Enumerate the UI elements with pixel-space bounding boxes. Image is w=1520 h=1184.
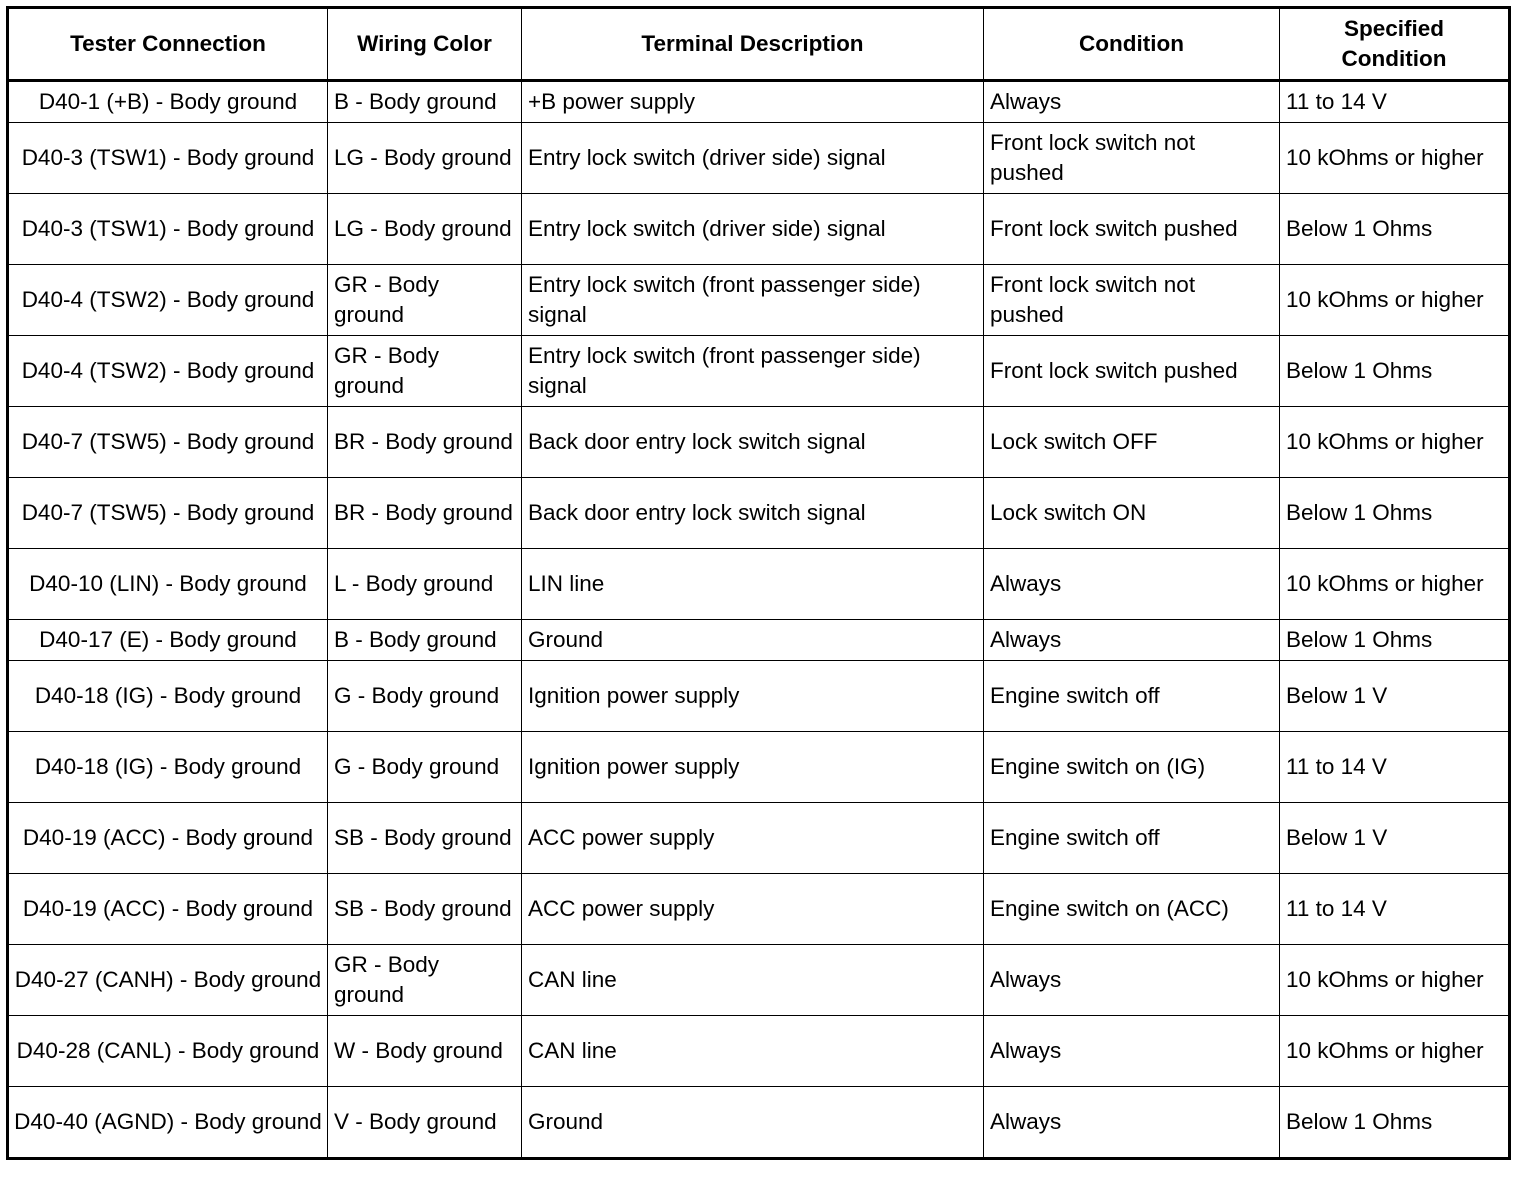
terminal-description-cell: Ground — [522, 620, 984, 661]
header-terminal-description: Terminal Description — [522, 8, 984, 81]
table-row — [8, 336, 1510, 407]
wiring-color-cell: LG - Body ground — [328, 123, 522, 194]
specified-condition-cell: Below 1 Ohms — [1280, 1087, 1510, 1159]
tester-connection-cell: D40-19 (ACC) - Body ground — [8, 803, 328, 874]
header-row — [8, 8, 1510, 81]
table-row — [8, 1016, 1510, 1087]
specified-condition-cell: 11 to 14 V — [1280, 81, 1510, 123]
tester-connection-cell: D40-3 (TSW1) - Body ground — [8, 123, 328, 194]
wiring-color-cell: GR - Body ground — [328, 945, 522, 1016]
specified-condition-cell: 11 to 14 V — [1280, 874, 1510, 945]
wiring-color-cell: G - Body ground — [328, 661, 522, 732]
table-body — [8, 81, 1510, 1159]
header-specified-condition: Specified Condition — [1280, 8, 1510, 81]
table-row — [8, 81, 1510, 123]
tester-connection-cell: D40-18 (IG) - Body ground — [8, 661, 328, 732]
condition-cell: Lock switch ON — [984, 478, 1280, 549]
specified-condition-cell: 10 kOhms or higher — [1280, 123, 1510, 194]
wiring-color-cell: SB - Body ground — [328, 874, 522, 945]
tester-connection-cell: D40-18 (IG) - Body ground — [8, 732, 328, 803]
tester-connection-cell: D40-4 (TSW2) - Body ground — [8, 265, 328, 336]
specified-condition-cell: 10 kOhms or higher — [1280, 945, 1510, 1016]
table-row — [8, 265, 1510, 336]
terminal-description-cell: CAN line — [522, 945, 984, 1016]
tester-connection-cell: D40-40 (AGND) - Body ground — [8, 1087, 328, 1159]
terminal-description-cell: ACC power supply — [522, 874, 984, 945]
specified-condition-cell: 10 kOhms or higher — [1280, 265, 1510, 336]
condition-cell: Front lock switch pushed — [984, 336, 1280, 407]
condition-cell: Front lock switch not pushed — [984, 123, 1280, 194]
table-row — [8, 123, 1510, 194]
specified-condition-cell: Below 1 Ohms — [1280, 620, 1510, 661]
header-tester-connection: Tester Connection — [8, 8, 328, 81]
condition-cell: Lock switch OFF — [984, 407, 1280, 478]
terminal-description-cell: ACC power supply — [522, 803, 984, 874]
table-row — [8, 661, 1510, 732]
table-row — [8, 1087, 1510, 1159]
wiring-color-cell: GR - Body ground — [328, 336, 522, 407]
condition-cell: Always — [984, 1016, 1280, 1087]
wiring-color-cell: B - Body ground — [328, 81, 522, 123]
condition-cell: Always — [984, 81, 1280, 123]
wiring-color-cell: SB - Body ground — [328, 803, 522, 874]
condition-cell: Always — [984, 945, 1280, 1016]
terminal-description-cell: Entry lock switch (driver side) signal — [522, 194, 984, 265]
specified-condition-cell: Below 1 Ohms — [1280, 336, 1510, 407]
wiring-color-cell: W - Body ground — [328, 1016, 522, 1087]
wiring-color-cell: BR - Body ground — [328, 478, 522, 549]
wiring-color-cell: B - Body ground — [328, 620, 522, 661]
specified-condition-cell: 11 to 14 V — [1280, 732, 1510, 803]
specified-condition-cell: 10 kOhms or higher — [1280, 549, 1510, 620]
condition-cell: Front lock switch pushed — [984, 194, 1280, 265]
tester-connection-cell: D40-19 (ACC) - Body ground — [8, 874, 328, 945]
wiring-color-cell: V - Body ground — [328, 1087, 522, 1159]
tester-connection-cell: D40-3 (TSW1) - Body ground — [8, 194, 328, 265]
terminal-description-cell: Ground — [522, 1087, 984, 1159]
terminal-description-cell: LIN line — [522, 549, 984, 620]
table-row — [8, 732, 1510, 803]
terminal-description-cell: Ignition power supply — [522, 732, 984, 803]
terminal-description-cell: Back door entry lock switch signal — [522, 407, 984, 478]
table-row — [8, 549, 1510, 620]
wiring-color-cell: G - Body ground — [328, 732, 522, 803]
condition-cell: Always — [984, 549, 1280, 620]
terminal-description-cell: Entry lock switch (front passenger side) signal — [522, 265, 984, 336]
condition-cell: Engine switch on (ACC) — [984, 874, 1280, 945]
condition-cell: Engine switch on (IG) — [984, 732, 1280, 803]
tester-connection-cell: D40-27 (CANH) - Body ground — [8, 945, 328, 1016]
tester-connection-cell: D40-10 (LIN) - Body ground — [8, 549, 328, 620]
table-row — [8, 407, 1510, 478]
specified-condition-cell: Below 1 Ohms — [1280, 194, 1510, 265]
terminal-description-cell: +B power supply — [522, 81, 984, 123]
specified-condition-cell: 10 kOhms or higher — [1280, 1016, 1510, 1087]
terminal-description-cell: Ignition power supply — [522, 661, 984, 732]
terminal-description-cell: CAN line — [522, 1016, 984, 1087]
specified-condition-cell: Below 1 Ohms — [1280, 478, 1510, 549]
terminal-inspection-table — [6, 6, 1511, 1160]
header-wiring-color: Wiring Color — [328, 8, 522, 81]
terminal-description-cell: Entry lock switch (front passenger side) signal — [522, 336, 984, 407]
table-row — [8, 478, 1510, 549]
table-row — [8, 194, 1510, 265]
wiring-color-cell: GR - Body ground — [328, 265, 522, 336]
table-row — [8, 945, 1510, 1016]
tester-connection-cell: D40-7 (TSW5) - Body ground — [8, 407, 328, 478]
tester-connection-cell: D40-28 (CANL) - Body ground — [8, 1016, 328, 1087]
condition-cell: Front lock switch not pushed — [984, 265, 1280, 336]
condition-cell: Always — [984, 620, 1280, 661]
tester-connection-cell: D40-7 (TSW5) - Body ground — [8, 478, 328, 549]
condition-cell: Engine switch off — [984, 803, 1280, 874]
specified-condition-cell: Below 1 V — [1280, 661, 1510, 732]
condition-cell: Engine switch off — [984, 661, 1280, 732]
table-header — [8, 8, 1510, 81]
terminal-description-cell: Back door entry lock switch signal — [522, 478, 984, 549]
tester-connection-cell: D40-4 (TSW2) - Body ground — [8, 336, 328, 407]
terminal-description-cell: Entry lock switch (driver side) signal — [522, 123, 984, 194]
table-row — [8, 620, 1510, 661]
wiring-color-cell: LG - Body ground — [328, 194, 522, 265]
wiring-color-cell: L - Body ground — [328, 549, 522, 620]
tester-connection-cell: D40-17 (E) - Body ground — [8, 620, 328, 661]
header-condition: Condition — [984, 8, 1280, 81]
table-row — [8, 803, 1510, 874]
condition-cell: Always — [984, 1087, 1280, 1159]
specified-condition-cell: Below 1 V — [1280, 803, 1510, 874]
specified-condition-cell: 10 kOhms or higher — [1280, 407, 1510, 478]
wiring-color-cell: BR - Body ground — [328, 407, 522, 478]
tester-connection-cell: D40-1 (+B) - Body ground — [8, 81, 328, 123]
table-row — [8, 874, 1510, 945]
